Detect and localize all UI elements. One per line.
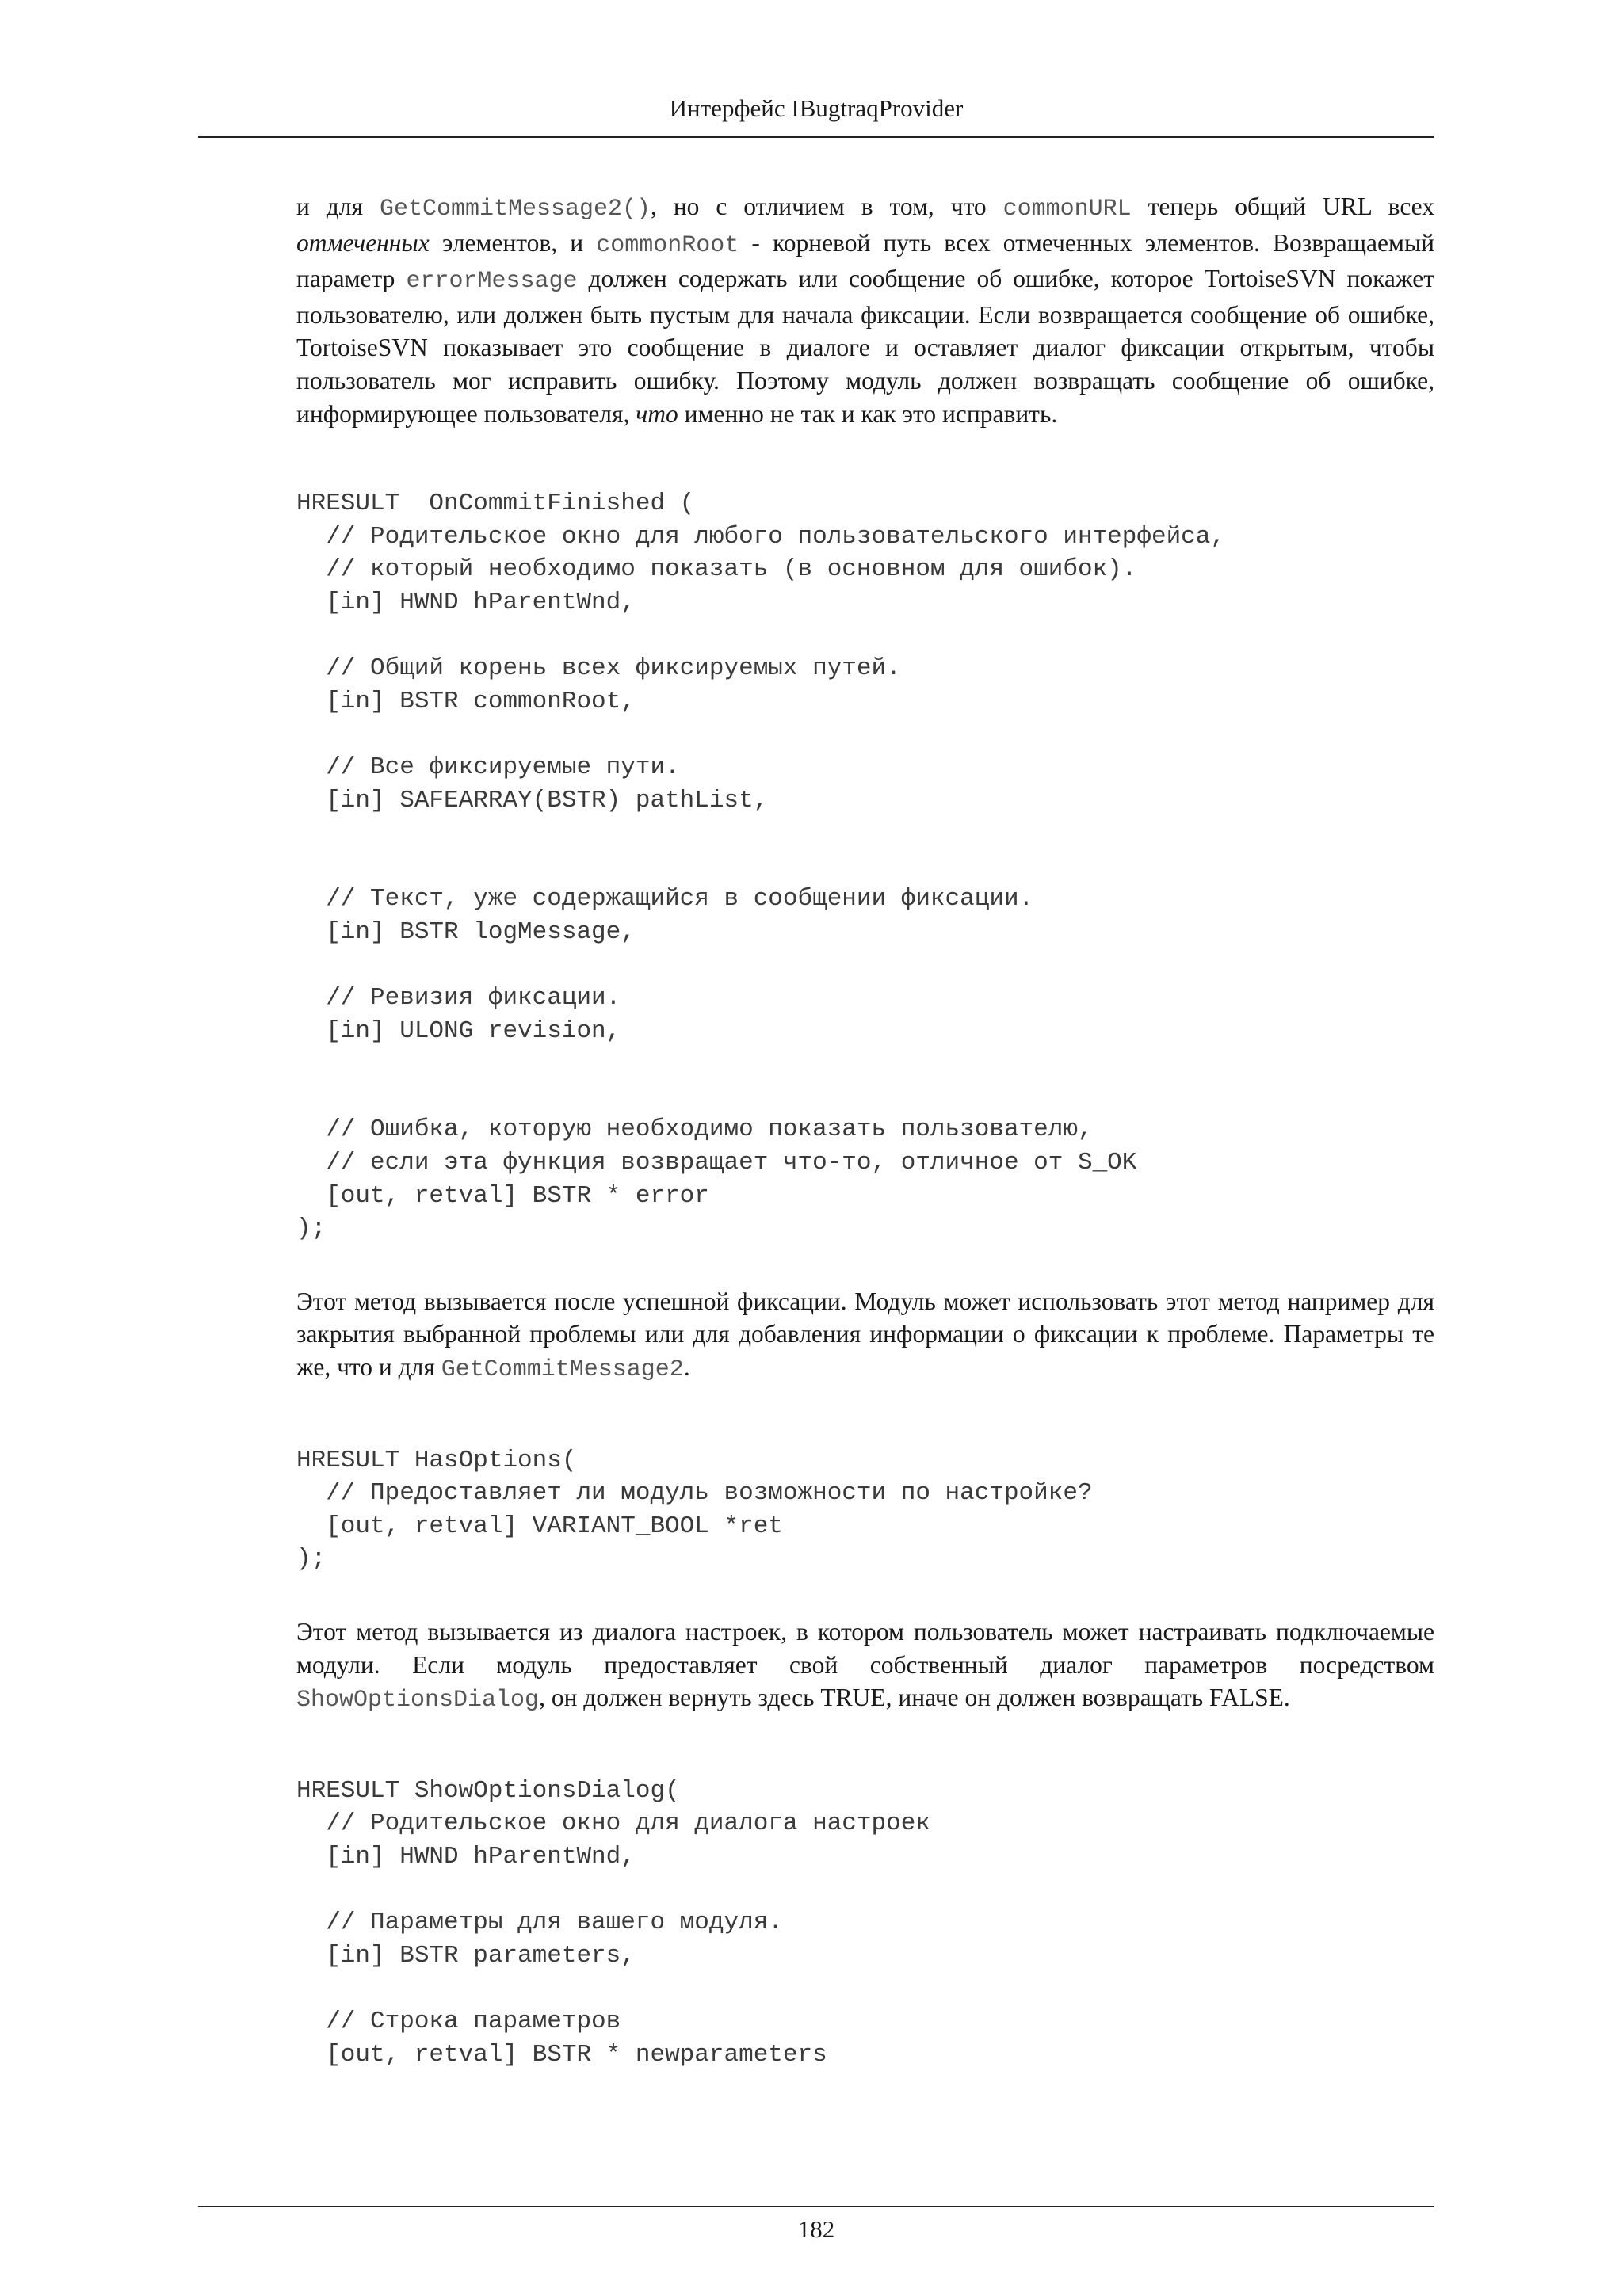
- paragraph-commit-message: и для GetCommitMessage2(), но с отличием в том, что commonURL теперь общий URL всех отмеченных элементов, и commonRoot - корневой путь всех отмеченных элементов. Возвращаемый параметр errorMessage должен содержать или сообщение об ошибке, которое TortoiseSVN покажет пользователю, или должен быть пустым для начала фиксации. Если возвращается сообщение об ошибке, TortoiseSVN показывает это сообщение в диалоге и оставляет диалог фиксации открытым, чтобы пользователь мог исправить ошибку. Поэтому модуль должен возвращать сообщение об ошибке, информирующее пользователя, что именно не так и как это исправить.: [296, 193, 1434, 428]
- page-content: [296, 190, 1434, 2071]
- emphasis-what: что: [636, 399, 678, 428]
- code-block-hasoptions: HRESULT HasOptions( // Предоставляет ли модуль возможности по настройке? [out, retval] VARIANT_BOOL *ret );: [296, 1446, 1093, 1573]
- code-commonroot: commonRoot: [596, 231, 739, 259]
- code-block-showoptionsdialog: HRESULT ShowOptionsDialog( // Родительское окно для диалога настроек [in] HWND hParentWnd, // Параметры для вашего модуля. [in] BSTR parameters, // Строка параметров [out, retval] BSTR * newparameters: [296, 1776, 930, 2069]
- code-errormessage: errorMessage: [406, 268, 578, 296]
- page-number: 182: [797, 2215, 835, 2243]
- code-block-oncommitfinished: HRESULT OnCommitFinished ( // Родительское окно для любого пользовательского интерфейса, // который необходимо показать (в основном для ошибок). [in] HWND hParentWnd, // Общий корень всех фиксируемых путей. [in] BSTR commonRoot, // Все фиксируемые пути. [in] SAFEARRAY(BSTR) pathList, // Текст, уже содержащийся в сообщении фиксации. [in] BSTR logMessage, // Ревизия фиксации. [in] ULONG revision, // Ошибка, которую необходимо показать пользователю, // если эта функция возвращает что-то, отличное от S_OK [out, retval] BSTR * error );: [296, 490, 1225, 1243]
- footer-rule: [198, 2206, 1434, 2207]
- header-rule: [198, 136, 1434, 138]
- code-getcommitmessage2-ref: GetCommitMessage2: [441, 1356, 684, 1383]
- code-showoptionsdialog-ref: ShowOptionsDialog: [296, 1687, 540, 1714]
- emphasis-marked: отмеченных: [296, 228, 430, 257]
- running-header: Интерфейс IBugtraqProvider: [669, 94, 964, 122]
- paragraph-oncommitfinished: Этот метод вызывается после успешной фиксации. Модуль может использовать этот метод например для закрытия выбранной проблемы или для добавления информации о фиксации к проблеме. Параметры те же, что и для GetCommitMessage2.: [296, 1287, 1434, 1383]
- code-commonurl: commonURL: [1002, 196, 1132, 223]
- paragraph-hasoptions: Этот метод вызывается из диалога настроек, в котором пользователь может настраивать подключаемые модули. Если модуль предоставляет свой собственный диалог параметров посредством ShowOptionsDialog, он должен вернуть здесь TRUE, иначе он должен возвращать FALSE.: [296, 1617, 1434, 1714]
- code-getcommitmessage2: GetCommitMessage2(): [379, 196, 651, 223]
